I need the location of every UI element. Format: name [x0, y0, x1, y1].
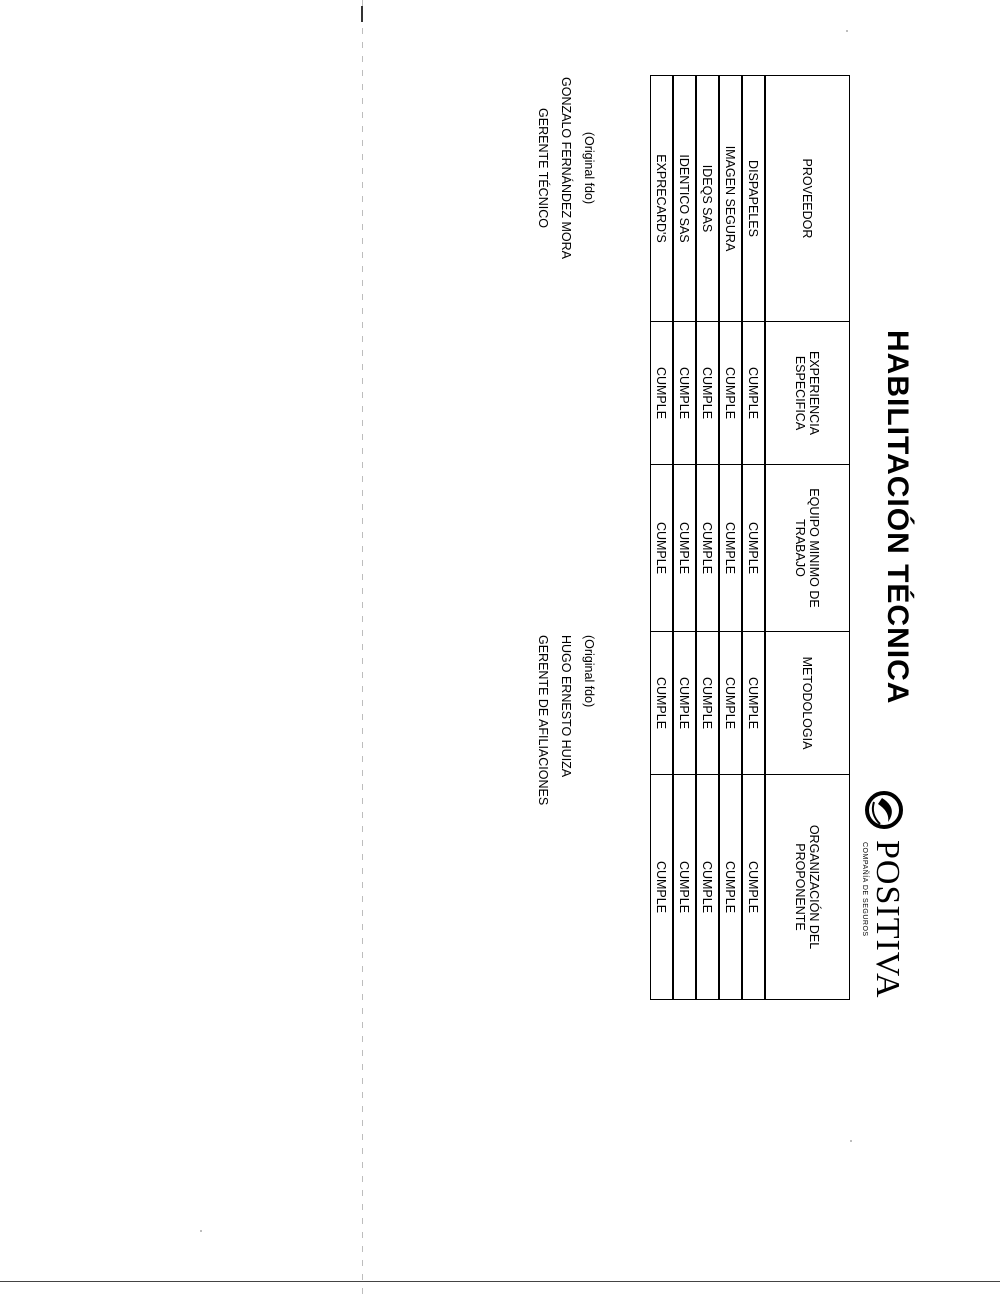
- header-proveedor: PROVEEDOR: [765, 76, 850, 322]
- cell-status: CUMPLE: [719, 775, 742, 1000]
- header-organizacion: [765, 775, 850, 1000]
- cell-status: CUMPLE: [673, 632, 696, 775]
- signature-block-afiliaciones: [531, 635, 600, 805]
- cell-status: CUMPLE: [651, 322, 674, 465]
- cell-status: CUMPLE: [696, 322, 719, 465]
- cell-status: CUMPLE: [651, 775, 674, 1000]
- logo-subtitle: COMPAÑÍA DE SEGUROS: [861, 842, 868, 937]
- signature-role: GERENTE TÉCNICO: [536, 108, 550, 228]
- table-row: [696, 76, 719, 1000]
- cell-status: CUMPLE: [651, 632, 674, 775]
- header-experiencia: [765, 322, 850, 465]
- header-organizacion-label: ORGANIZACIÓN DEL PROPONENTE: [793, 824, 822, 950]
- signature-role: GERENTE DE AFILIACIONES: [536, 635, 550, 806]
- logo-emblem-icon: [864, 790, 904, 834]
- logo-name: POSITIVA: [869, 840, 906, 999]
- cell-status: CUMPLE: [742, 632, 765, 775]
- header-metodologia: METODOLOGIA: [765, 632, 850, 775]
- habilitacion-table: [650, 75, 850, 1000]
- cell-status: CUMPLE: [719, 632, 742, 775]
- signature-name: HUGO ERNESTO HUIZA: [559, 635, 573, 778]
- cell-status: CUMPLE: [673, 322, 696, 465]
- table-row: [719, 76, 742, 1000]
- header-equipo: [765, 465, 850, 632]
- cell-status: CUMPLE: [742, 465, 765, 632]
- header-equipo-label: EQUIPO MINIMO DE TRABAJO: [793, 488, 822, 608]
- signature-name: GONZALO FERNÁNDEZ MORA: [559, 77, 573, 259]
- cell-proveedor: DISPAPELES: [742, 76, 765, 322]
- table-header-row: [765, 76, 850, 1000]
- table-row: [742, 76, 765, 1000]
- cell-proveedor: IMAGEN SEGURA: [719, 76, 742, 322]
- cell-status: CUMPLE: [742, 775, 765, 1000]
- cell-proveedor: IDEQS SAS: [696, 76, 719, 322]
- cell-proveedor: EXPRECARD'S: [651, 76, 674, 322]
- cell-status: CUMPLE: [696, 465, 719, 632]
- cell-status: CUMPLE: [696, 775, 719, 1000]
- cell-status: CUMPLE: [696, 632, 719, 775]
- table-row: [673, 76, 696, 1000]
- signature-note: (Original fdo): [582, 131, 596, 205]
- cell-status: CUMPLE: [719, 465, 742, 632]
- company-logo: [848, 790, 908, 999]
- table-row: [651, 76, 674, 1000]
- cell-proveedor: IDENTICO SAS: [673, 76, 696, 322]
- cell-status: CUMPLE: [719, 322, 742, 465]
- cell-status: CUMPLE: [673, 775, 696, 1000]
- cell-status: CUMPLE: [742, 322, 765, 465]
- header-experiencia-label: EXPERIENCIA ESPECIFICA: [793, 350, 822, 436]
- cell-status: CUMPLE: [673, 465, 696, 632]
- page-title: HABILITACIÓN TÉCNICA: [881, 330, 914, 705]
- signature-block-tecnico: [531, 77, 600, 259]
- signature-note: (Original fdo): [582, 635, 596, 708]
- cell-status: CUMPLE: [651, 465, 674, 632]
